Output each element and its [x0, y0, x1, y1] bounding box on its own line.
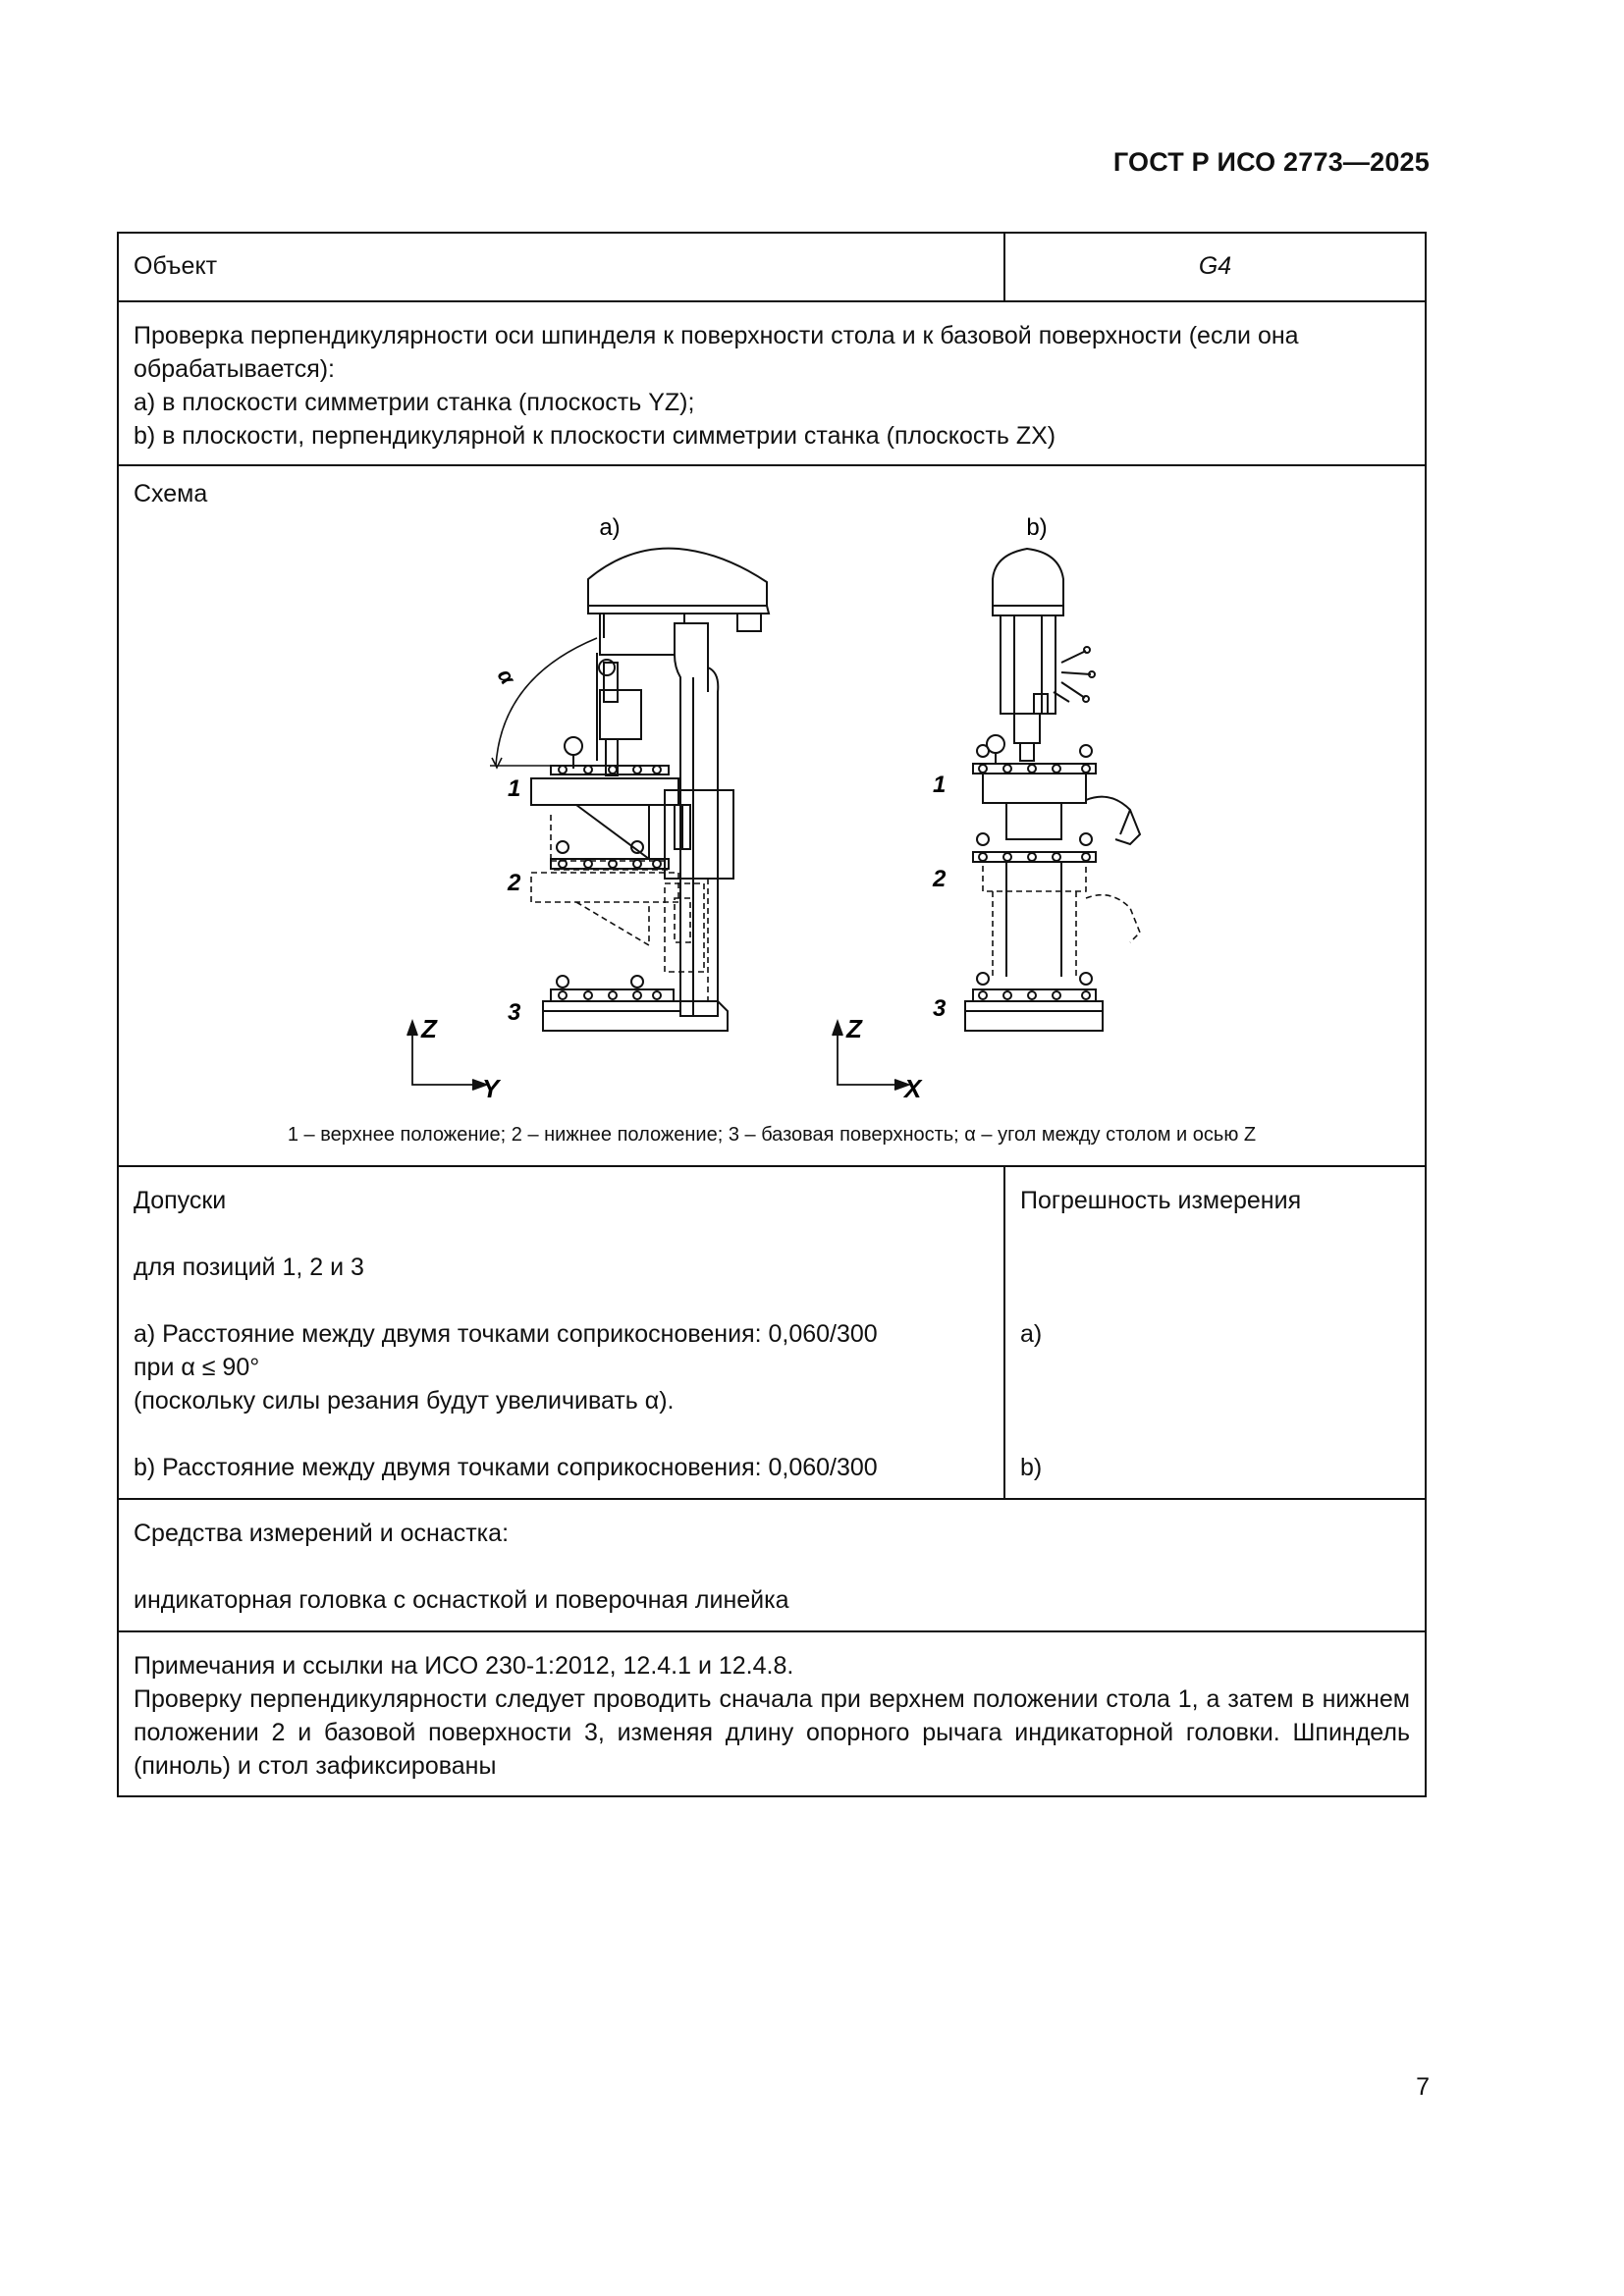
description-item-b: b) в плоскости, перпендикулярной к плоскости симметрии станка (плоскость ZX)	[134, 422, 1056, 450]
tolerances-title: Допуски	[134, 1187, 227, 1214]
axis-y-label: Y	[482, 1074, 500, 1103]
description-item-a: a) в плоскости симметрии станка (плоскость YZ);	[134, 389, 695, 416]
view-b-label: b)	[1026, 514, 1048, 541]
document-code: ГОСТ Р ИСО 2773—2025	[1112, 147, 1430, 177]
notes-row	[119, 1630, 1425, 1795]
tolerance-b-line: b) Расстояние между двумя точками соприкосновения: 0,060/300	[134, 1454, 878, 1481]
tolerances-row	[119, 1165, 1425, 1498]
axis-z-label-a: Z	[421, 1014, 437, 1043]
position-3-label-b: 3	[933, 995, 947, 1022]
object-label: Объект	[119, 234, 1005, 300]
position-3-label-a: 3	[508, 999, 521, 1026]
tolerances-positions: для позиций 1, 2 и 3	[134, 1254, 364, 1281]
scheme-row	[119, 464, 1425, 1165]
machine-drawing	[119, 466, 1425, 1167]
axis-x-label: X	[904, 1074, 922, 1103]
axis-z-label-b: Z	[846, 1014, 862, 1043]
description-row	[119, 300, 1425, 464]
instruments-row	[119, 1498, 1425, 1630]
object-row	[119, 234, 1425, 300]
scheme-title: Схема	[134, 480, 208, 507]
instruments-title: Средства измерений и оснастка:	[134, 1520, 510, 1547]
scheme-caption: 1 – верхнее положение; 2 – нижнее положение; 3 – базовая поверхность; α – угол между столом и осью Z	[287, 1124, 1257, 1146]
position-2-label-a: 2	[508, 870, 521, 896]
measurement-error-b: b)	[1020, 1454, 1043, 1481]
description-title: Проверка перпендикулярности оси шпинделя к поверхности стола и к базовой поверхности (если она обрабатывается):	[134, 322, 1299, 383]
position-1-label-a: 1	[508, 775, 521, 802]
tolerance-a-line1: a) Расстояние между двумя точками соприкосновения: 0,060/300	[134, 1320, 878, 1348]
position-2-label-b: 2	[933, 866, 947, 892]
tolerance-a-line3: (поскольку силы резания будут увеличивать α).	[134, 1387, 675, 1415]
instruments-text: индикаторная головка с оснасткой и поверочная линейка	[134, 1586, 789, 1614]
view-a-label: a)	[599, 514, 621, 541]
page-number: 7	[1416, 2073, 1430, 2101]
measurement-error-a: a)	[1020, 1320, 1043, 1348]
measurement-error-title: Погрешность измерения	[1020, 1187, 1302, 1214]
notes-title: Примечания и ссылки на ИСО 230-1:2012, 12.4.1 и 12.4.8.	[134, 1652, 794, 1680]
object-code: G4	[1198, 252, 1232, 280]
test-sheet	[117, 232, 1427, 1797]
tolerance-a-line2: при α ≤ 90°	[134, 1354, 260, 1381]
position-1-label-b: 1	[933, 772, 947, 798]
alpha-label: α	[492, 665, 521, 689]
notes-text: Проверку перпендикулярности следует проводить сначала при верхнем положении стола 1, а затем в нижнем положении 2 и базовой поверхности 3, изменяя длину опорного рычага индикаторной головки. Шпиндель (пиноль) и стол зафиксированы	[134, 1685, 1410, 1780]
